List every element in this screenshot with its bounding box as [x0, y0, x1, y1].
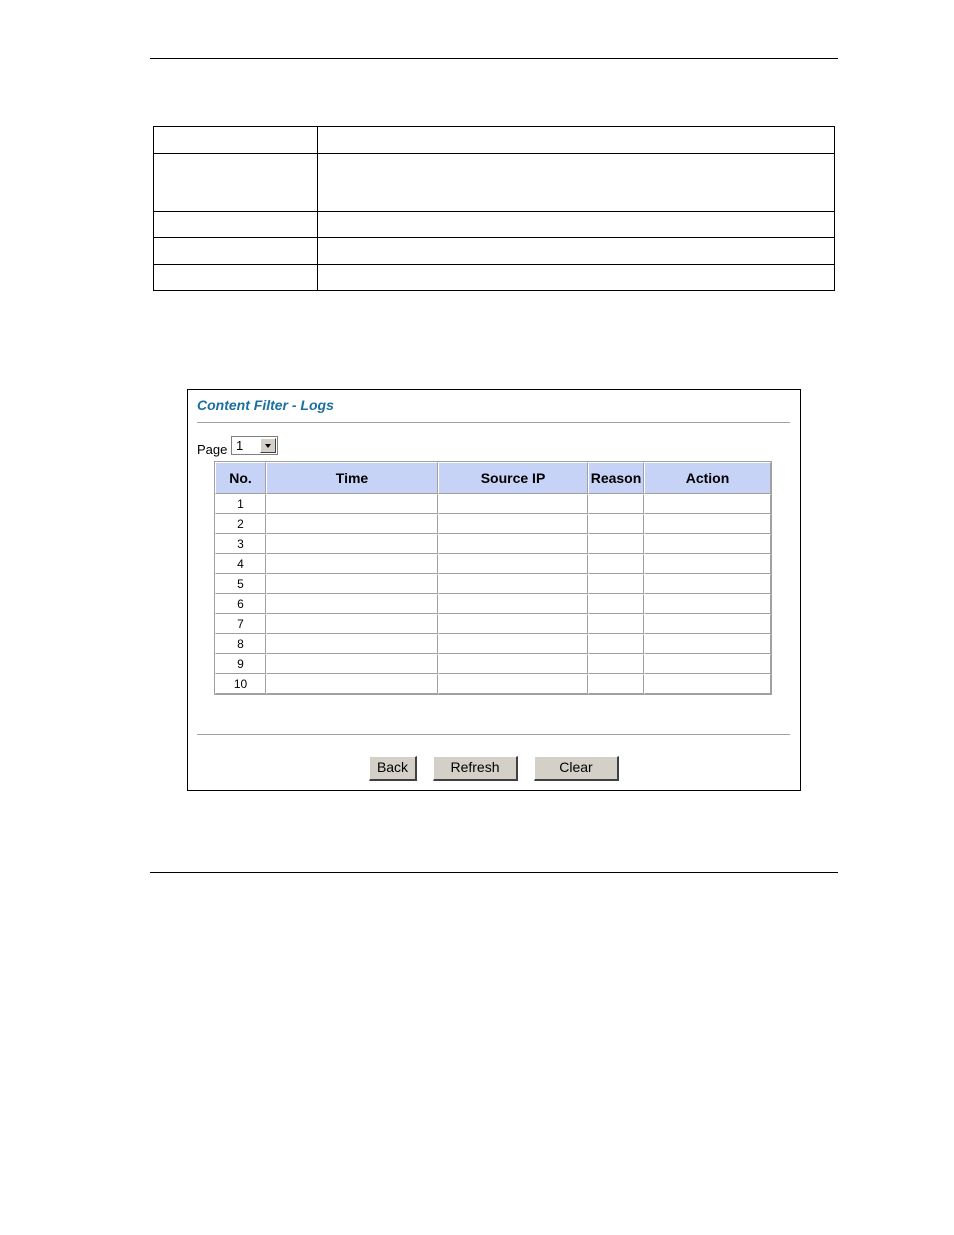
source-ip-cell	[438, 494, 588, 514]
reason-cell	[588, 494, 644, 514]
time-cell	[266, 654, 438, 674]
action-cell	[644, 674, 771, 694]
description-table	[153, 126, 835, 291]
row-number: 6	[215, 594, 266, 614]
source-ip-cell	[438, 654, 588, 674]
reason-cell	[588, 514, 644, 534]
row-number: 1	[215, 494, 266, 514]
reason-cell	[588, 674, 644, 694]
reason-cell	[588, 614, 644, 634]
time-cell	[266, 614, 438, 634]
action-cell	[644, 614, 771, 634]
reason-cell	[588, 574, 644, 594]
row-number: 4	[215, 554, 266, 574]
row-number: 8	[215, 634, 266, 654]
source-ip-cell	[438, 514, 588, 534]
logs-table	[214, 461, 772, 695]
time-cell	[266, 554, 438, 574]
reason-cell	[588, 634, 644, 654]
table-row	[215, 554, 771, 574]
reason-cell	[588, 594, 644, 614]
table-cell	[154, 127, 318, 154]
reason-cell	[588, 534, 644, 554]
table-row	[215, 594, 771, 614]
chevron-down-icon[interactable]	[260, 438, 276, 453]
table-row	[215, 654, 771, 674]
row-number: 7	[215, 614, 266, 634]
row-number: 2	[215, 514, 266, 534]
source-ip-cell	[438, 634, 588, 654]
row-number: 10	[215, 674, 266, 694]
title-separator	[197, 422, 790, 424]
action-cell	[644, 654, 771, 674]
row-number: 3	[215, 534, 266, 554]
action-cell	[644, 554, 771, 574]
table-cell	[318, 265, 835, 291]
page-footer-rule	[150, 872, 838, 873]
source-ip-cell	[438, 574, 588, 594]
action-cell	[644, 594, 771, 614]
source-ip-cell	[438, 674, 588, 694]
action-cell	[644, 534, 771, 554]
table-cell	[318, 154, 835, 212]
table-cell	[154, 212, 318, 238]
table-row	[215, 534, 771, 554]
time-cell	[266, 494, 438, 514]
action-cell	[644, 494, 771, 514]
table-row	[215, 574, 771, 594]
back-button[interactable]: Back	[369, 756, 417, 781]
page-select-value: 1	[236, 438, 244, 453]
page-header-rule	[150, 58, 838, 59]
table-row	[215, 614, 771, 634]
table-row	[215, 674, 771, 694]
table-cell	[154, 265, 318, 291]
action-cell	[644, 634, 771, 654]
time-cell	[266, 674, 438, 694]
footer-separator	[197, 734, 790, 736]
time-cell	[266, 514, 438, 534]
clear-button[interactable]: Clear	[534, 756, 619, 781]
table-cell	[154, 154, 318, 212]
column-header-time: Time	[266, 462, 438, 494]
time-cell	[266, 534, 438, 554]
table-cell	[318, 127, 835, 154]
column-header-source-ip: Source IP	[438, 462, 588, 494]
refresh-button[interactable]: Refresh	[433, 756, 518, 781]
action-cell	[644, 574, 771, 594]
source-ip-cell	[438, 594, 588, 614]
table-cell	[318, 238, 835, 265]
page-label: Page	[197, 442, 228, 457]
reason-cell	[588, 554, 644, 574]
column-header-no: No.	[215, 462, 266, 494]
table-cell	[318, 212, 835, 238]
table-row	[215, 514, 771, 534]
action-cell	[644, 514, 771, 534]
time-cell	[266, 634, 438, 654]
time-cell	[266, 594, 438, 614]
panel-title: Content Filter - Logs	[197, 397, 334, 413]
source-ip-cell	[438, 614, 588, 634]
source-ip-cell	[438, 554, 588, 574]
column-header-action: Action	[644, 462, 771, 494]
content-filter-logs-panel	[187, 389, 801, 791]
table-cell	[154, 238, 318, 265]
source-ip-cell	[438, 534, 588, 554]
row-number: 9	[215, 654, 266, 674]
column-header-reason: Reason	[588, 462, 644, 494]
table-row	[215, 634, 771, 654]
page-select[interactable]	[231, 436, 278, 455]
reason-cell	[588, 654, 644, 674]
time-cell	[266, 574, 438, 594]
row-number: 5	[215, 574, 266, 594]
table-row	[215, 494, 771, 514]
